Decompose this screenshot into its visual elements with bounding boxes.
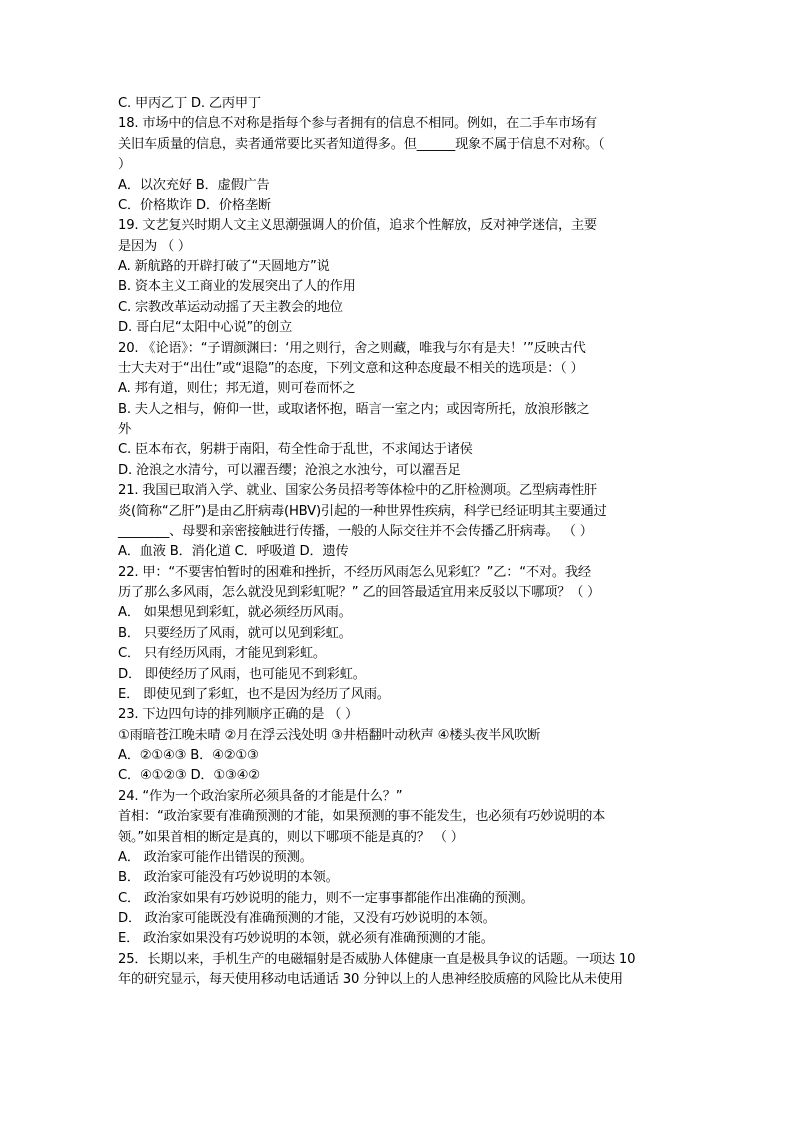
text-line: B． 政治家可能没有巧妙说明的本领。 — [118, 870, 339, 886]
text-line: 24. “作为一个政治家所必须具备的才能是什么？” — [118, 788, 403, 804]
text-line: C. 宗教改革运动动摇了天主教会的地位 — [118, 299, 343, 315]
text-line: 外 — [118, 422, 131, 437]
text-line: A. 邦有道，则仕；邦无道，则可卷而怀之 — [118, 381, 356, 397]
text-line: C． 政治家如果有巧妙说明的能力，则不一定事事都能作出准确的预测。 — [118, 890, 534, 906]
text-line: B. 夫人之相与，俯仰一世，或取诸怀抱，晤言一室之内；或因寄所托，放浪形骸之 — [118, 401, 590, 417]
text-line: 关旧车质量的信息，卖者通常要比买者知道得多。但______现象不属于信息不对称。（ — [118, 136, 605, 152]
text-line: ________、母婴和亲密接触进行传播，一般的人际交往并不会传播乙肝病毒。 （ ） — [118, 523, 593, 539]
text-line: 19. 文艺复兴时期人文主义思潮强调人的价值，追求个性解放，反对神学迷信，主要 — [118, 218, 597, 234]
text-line: C. 臣本布衣，躬耕于南阳，苟全性命于乱世，不求闻达于诸侯 — [118, 442, 473, 458]
text-line: E． 即使见到了彩虹，也不是因为经历了风雨。 — [118, 686, 390, 702]
text-line: C. 甲丙乙丁 D. 乙丙甲丁 — [118, 96, 261, 111]
text-line: 23. 下边四句诗的排列顺序正确的是 （ ） — [118, 707, 359, 723]
text-line: A．②①④③ B．④②①③ — [118, 748, 259, 763]
text-line: B. 资本主义工商业的发展突出了人的作用 — [118, 279, 356, 295]
text-line: A． 政治家可能作出错误的预测。 — [118, 849, 313, 865]
text-line: ①雨暗苍江晚未晴 ②月在浮云浅处明 ③井梧翻叶动秋声 ④楼头夜半风吹断 — [118, 727, 541, 743]
text-line: A. 新航路的开辟打破了“天圆地方”说 — [118, 259, 330, 274]
text-line: ） — [118, 157, 131, 173]
document-page — [118, 94, 678, 991]
text-line: A．以次充好 B．虚假广告 — [118, 177, 270, 193]
text-line: 25．长期以来，手机生产的电磁辐射是否威胁人体健康一直是极具争议的话题。一项达 10 — [118, 951, 636, 967]
text-line: 历了那么多风雨，怎么就没见到彩虹呢？” 乙的回答最适宜用来反驳以下哪项？（ ） — [118, 585, 601, 600]
text-line: 年的研究显示，每天使用移动电话通话 30 分钟以上的人患神经胶质癌的风险比从未使用 — [118, 972, 623, 988]
text-line: 首相：“政治家要有准确预测的才能，如果预测的事不能发生，也必须有巧妙说明的本 — [118, 809, 606, 825]
text-line: 20. 《论语》：“子谓颜渊曰：‘用之则行，舍之则藏，唯我与尔有是夫！’”反映古代 — [118, 340, 586, 356]
text-line: D． 即使经历了风雨，也可能见不到彩虹。 — [118, 666, 366, 682]
text-line: D． 政治家可能既没有准确预测的才能，又没有巧妙说明的本领。 — [118, 911, 496, 926]
text-line: 领。”如果首相的断定是真的，则以下哪项不能是真的？ （ ） — [118, 829, 464, 845]
text-line: A． 如果想见到彩虹，就必须经历风雨。 — [118, 605, 352, 621]
text-line: 士大夫对于“出仕”或“退隐”的态度，下列文意和这种态度最不相关的选项是：（ ） — [118, 360, 584, 376]
text-line: B． 只要经历了风雨，就可以见到彩虹。 — [118, 625, 352, 641]
text-line: C．④①②③ D．①③④② — [118, 768, 260, 784]
text-line: 21. 我国已取消入学、就业、国家公务员招考等体检中的乙肝检测项。乙型病毒性肝 — [118, 483, 597, 499]
text-line: D. 沧浪之水清兮，可以濯吾缨；沧浪之水浊兮，可以濯吾足 — [118, 462, 461, 478]
text-line: 18. 市场中的信息不对称是指每个参与者拥有的信息不相同。例如，在二手车市场有 — [118, 116, 597, 132]
text-line: D. 哥白尼“太阳中心说”的创立 — [118, 320, 293, 336]
text-line: C． 只有经历风雨，才能见到彩虹。 — [118, 646, 326, 662]
text-line: 是因为 （ ） — [118, 238, 191, 254]
text-line: 22. 甲：“不要害怕暂时的困难和挫折，不经历风雨怎么见彩虹？”乙：“不对。我经 — [118, 564, 591, 580]
text-line: E． 政治家如果没有巧妙说明的本领，就必须有准确预测的才能。 — [118, 931, 494, 947]
text-line: C．价格欺诈 D．价格垄断 — [118, 197, 271, 213]
text-line: 炎(简称“乙肝”)是由乙肝病毒(HBV)引起的一种世界性疾病，科学已经证明其主要通过 — [118, 503, 607, 519]
text-line: A．血液 B．消化道 C．呼吸道 D．遗传 — [118, 544, 349, 560]
